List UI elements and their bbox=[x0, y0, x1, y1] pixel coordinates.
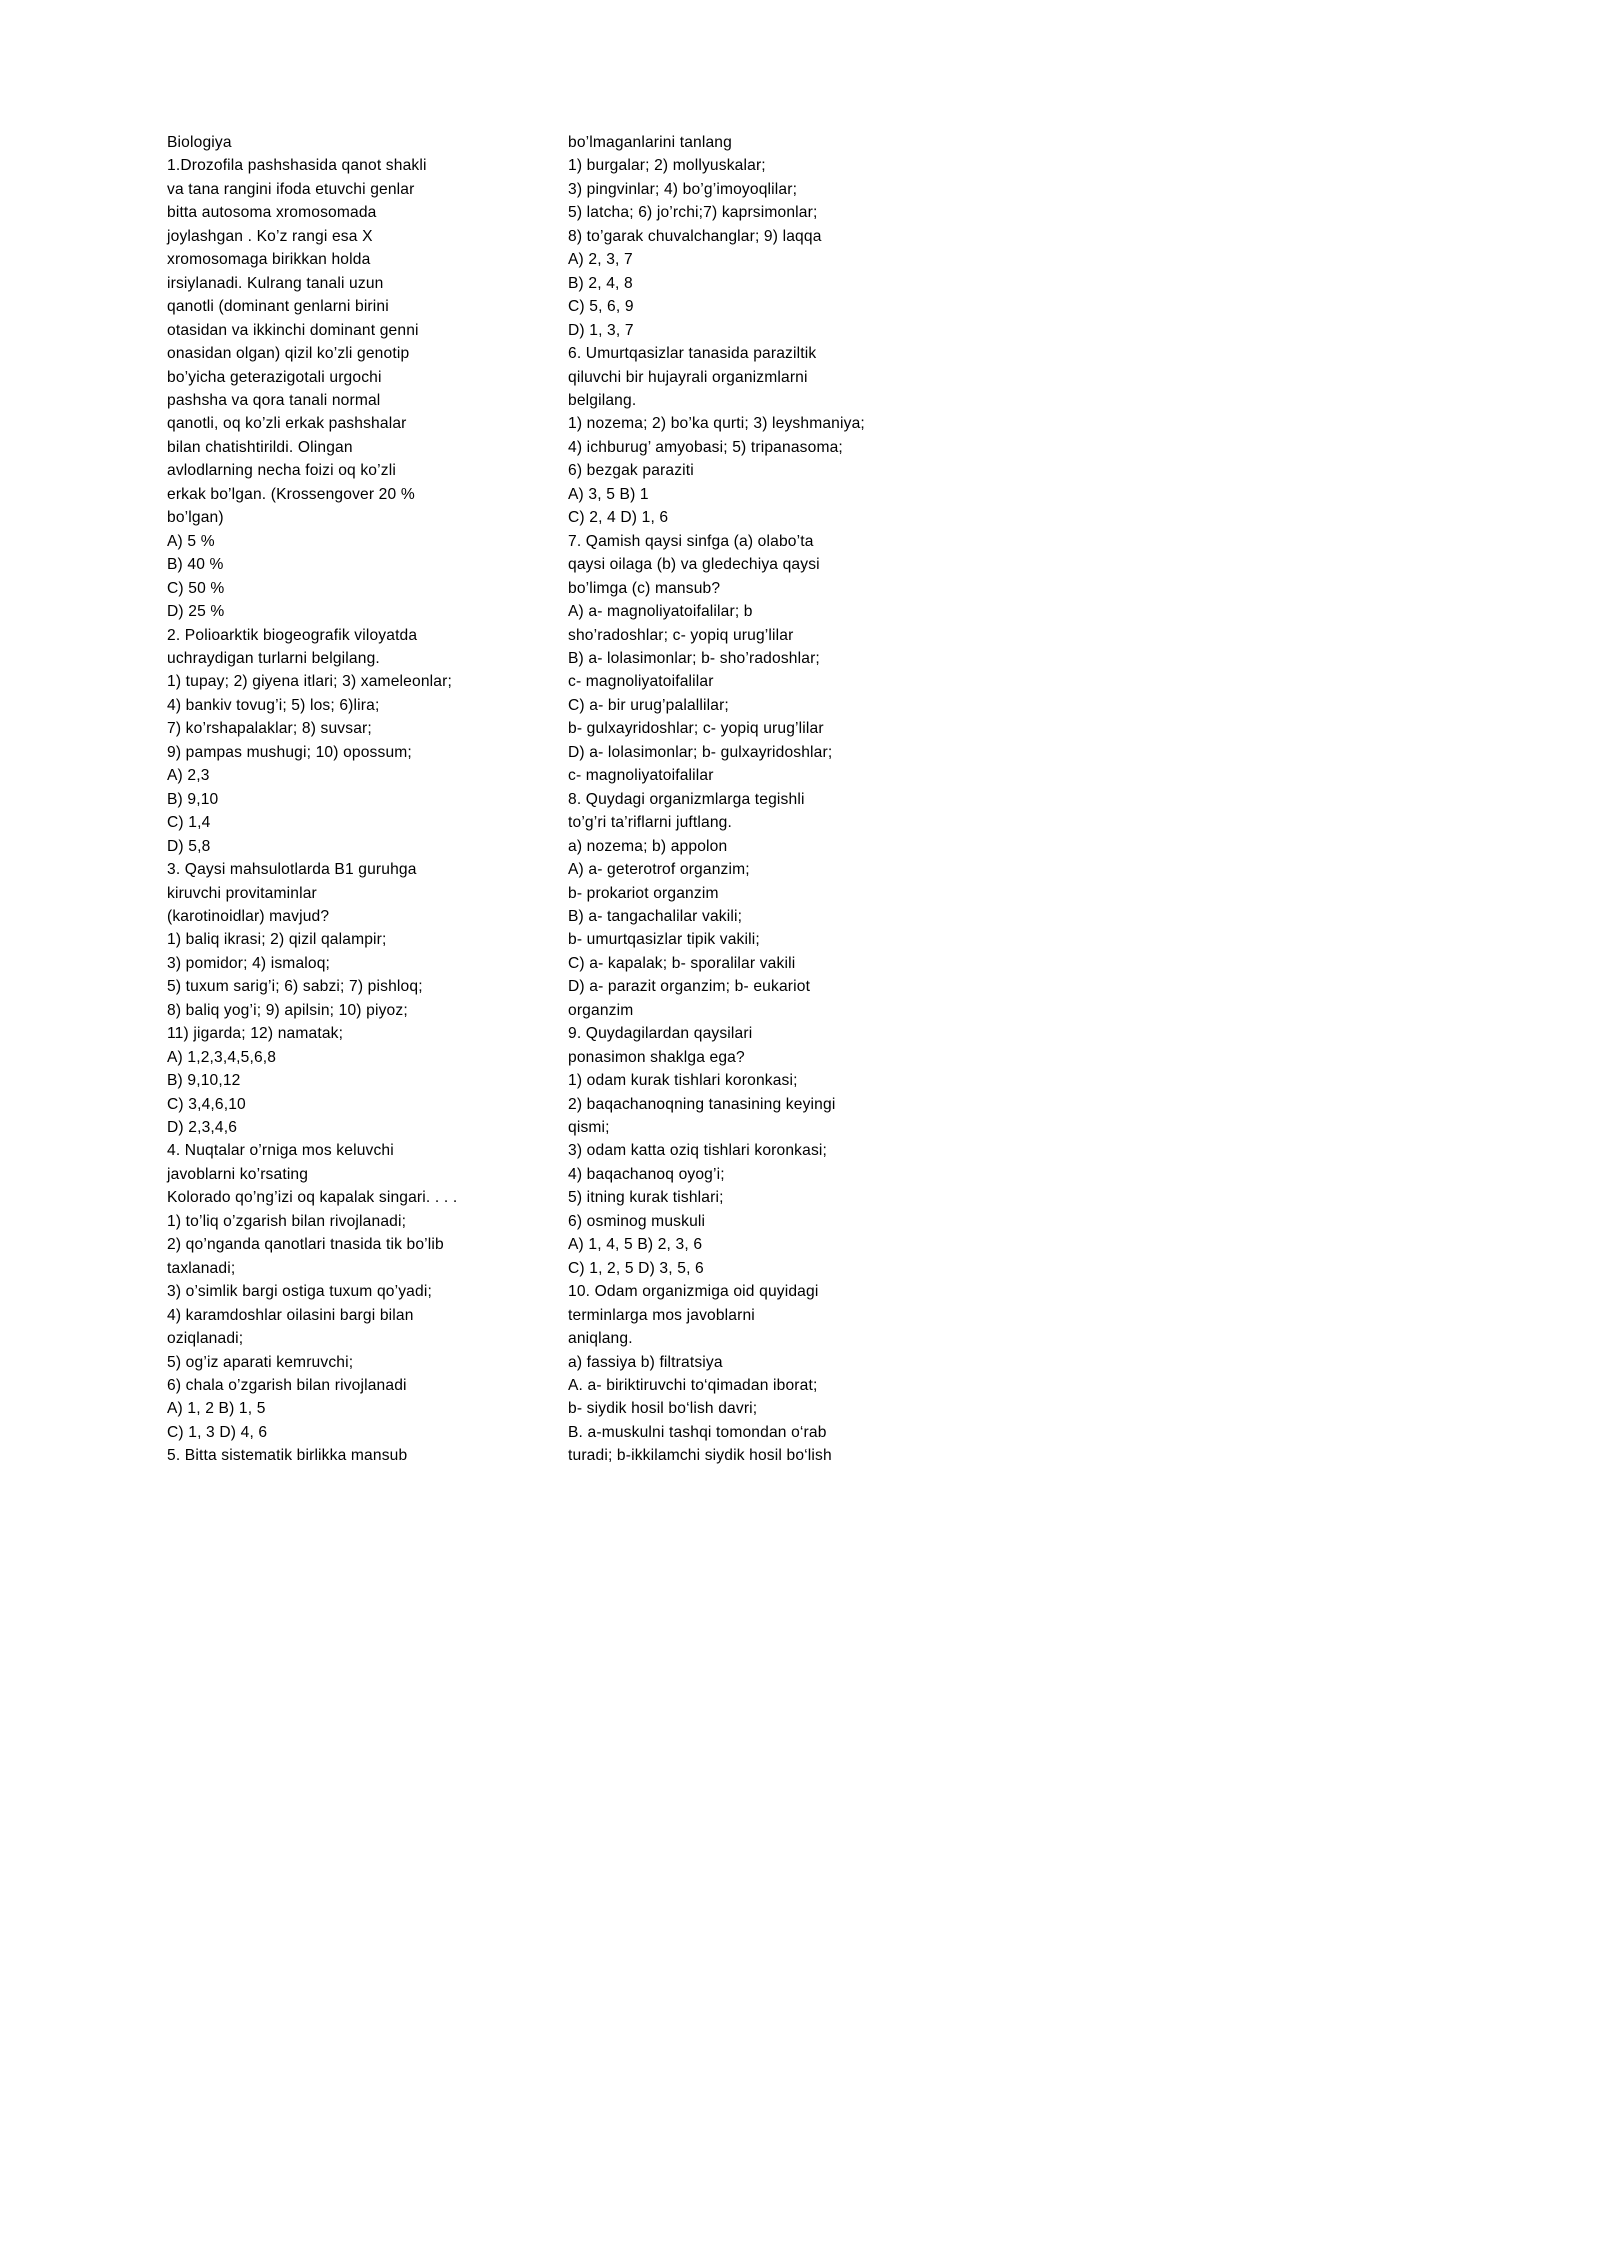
right-column-line: D) a- lolasimonlar; b- gulxayridoshlar; bbox=[568, 743, 833, 761]
left-column-line: qanotli (dominant genlarni birini bbox=[167, 298, 389, 316]
left-column-line: onasidan olgan) qizil ko’zli genotip bbox=[167, 345, 410, 363]
left-column-line: va tana rangini ifoda etuvchi genlar bbox=[167, 180, 415, 198]
left-column-line: 8) baliq yog’i; 9) apilsin; 10) piyoz; bbox=[167, 1001, 408, 1019]
left-column-line: bo’yicha geterazigotali urgochi bbox=[167, 368, 382, 386]
left-column-line: 2) qo’nganda qanotlari tnasida tik bo’lib bbox=[167, 1236, 444, 1254]
right-column-line: C) 5, 6, 9 bbox=[568, 298, 634, 316]
left-column-line: erkak bo’lgan. (Krossengover 20 % bbox=[167, 485, 415, 503]
left-column-line: (karotinoidlar) mavjud? bbox=[167, 907, 330, 925]
left-column-line: C) 50 % bbox=[167, 579, 225, 597]
left-column-line: B) 40 % bbox=[167, 556, 224, 574]
left-column-line: javoblarni ko’rsating bbox=[167, 1165, 309, 1183]
left-column-line: taxlanadi; bbox=[167, 1259, 236, 1277]
right-column-line: 4) ichburug’ amyobasi; 5) tripanasoma; bbox=[568, 438, 843, 456]
right-column-line: 9. Quydagilardan qaysilari bbox=[568, 1025, 753, 1043]
left-column-line: 1.Drozofila pashshasida qanot shakli bbox=[167, 157, 427, 175]
right-column-line: c- magnoliyatoifalilar bbox=[568, 767, 714, 785]
left-column-line: bitta autosoma xromosomada bbox=[167, 204, 377, 222]
left-column-line: uchraydigan turlarni belgilang. bbox=[167, 649, 380, 667]
right-column-line: 6. Umurtqasizlar tanasida paraziltik bbox=[568, 345, 817, 363]
right-column-line: B) 2, 4, 8 bbox=[568, 274, 633, 292]
left-column-line: 3) o’simlik bargi ostiga tuxum qo’yadi; bbox=[167, 1283, 432, 1301]
left-column-line: kiruvchi provitaminlar bbox=[167, 884, 317, 902]
left-column-line: oziqlanadi; bbox=[167, 1330, 244, 1348]
left-column-line: avlodlarning necha foizi oq ko’zli bbox=[167, 462, 396, 480]
left-column-line: A) 1, 2 B) 1, 5 bbox=[167, 1400, 266, 1418]
left-column-line: 1) baliq ikrasi; 2) qizil qalampir; bbox=[167, 931, 387, 949]
right-column-line: C) 1, 2, 5 D) 3, 5, 6 bbox=[568, 1259, 704, 1277]
left-column-line: A) 5 % bbox=[167, 532, 215, 550]
right-column-line: turadi; b-ikkilamchi siydik hosil bo‘lish bbox=[568, 1447, 832, 1465]
right-column-line: B. a-muskulni tashqi tomondan o‘rab bbox=[568, 1423, 827, 1441]
left-column-line: B) 9,10,12 bbox=[167, 1072, 241, 1090]
left-column-line: 4) karamdoshlar oilasini bargi bilan bbox=[167, 1306, 414, 1324]
left-column-line: D) 25 % bbox=[167, 603, 225, 621]
right-column-line: B) a- tangachalilar vakili; bbox=[568, 907, 743, 925]
left-column-line: bo’lgan) bbox=[167, 509, 224, 527]
right-column-line: qismi; bbox=[568, 1119, 610, 1137]
left-text-column bbox=[167, 131, 568, 1468]
left-column-line: pashsha va qora tanali normal bbox=[167, 391, 381, 409]
right-column-line: A. a- biriktiruvchi to‘qimadan iborat; bbox=[568, 1377, 818, 1395]
left-column-line: C) 3,4,6,10 bbox=[167, 1095, 246, 1113]
right-column-line: A) 3, 5 B) 1 bbox=[568, 485, 649, 503]
right-column-line: terminlarga mos javoblarni bbox=[568, 1306, 755, 1324]
right-column-line: qaysi oilaga (b) va gledechiya qaysi bbox=[568, 556, 820, 574]
right-column-line: C) 2, 4 D) 1, 6 bbox=[568, 509, 669, 527]
right-column-line: 10. Odam organizmiga oid quyidagi bbox=[568, 1283, 819, 1301]
left-column-line: joylashgan . Ko’z rangi esa X bbox=[167, 227, 373, 245]
right-column-line: to’g’ri ta’riflarni juftlang. bbox=[568, 814, 732, 832]
right-text-column bbox=[568, 131, 1048, 1468]
left-column-line: otasidan va ikkinchi dominant genni bbox=[167, 321, 419, 339]
right-column-line: 3) pingvinlar; 4) bo’g’imoyoqlilar; bbox=[568, 180, 798, 198]
right-column-line: sho’radoshlar; c- yopiq urug’lilar bbox=[568, 626, 794, 644]
right-column-line: 8. Quydagi organizmlarga tegishli bbox=[568, 790, 805, 808]
right-column-line: 5) itning kurak tishlari; bbox=[568, 1189, 724, 1207]
right-column-line: 8) to’garak chuvalchanglar; 9) laqqa bbox=[568, 227, 822, 245]
right-column-line: B) a- lolasimonlar; b- sho’radoshlar; bbox=[568, 649, 820, 667]
left-column-line: C) 1, 3 D) 4, 6 bbox=[167, 1423, 268, 1441]
left-column-line: 5) tuxum sarig’i; 6) sabzi; 7) pishloq; bbox=[167, 978, 423, 996]
left-column-line: 11) jigarda; 12) namatak; bbox=[167, 1025, 344, 1043]
right-column-line: C) a- bir urug’palallilar; bbox=[568, 696, 729, 714]
right-column-line: organzim bbox=[568, 1001, 634, 1019]
right-column-line: qiluvchi bir hujayrali organizmlarni bbox=[568, 368, 808, 386]
left-column-line: 4. Nuqtalar o’rniga mos keluvchi bbox=[167, 1142, 394, 1160]
left-column-line: 3) pomidor; 4) ismaloq; bbox=[167, 954, 331, 972]
right-column-line: belgilang. bbox=[568, 391, 637, 409]
right-column-line: 5) latcha; 6) jo’rchi;7) kaprsimonlar; bbox=[568, 204, 818, 222]
left-column-line: 1) tupay; 2) giyena itlari; 3) xameleonlar; bbox=[167, 673, 452, 691]
right-column-line: 4) baqachanoq oyog’i; bbox=[568, 1165, 725, 1183]
left-column-line: irsiylanadi. Kulrang tanali uzun bbox=[167, 274, 384, 292]
right-column-line: A) 1, 4, 5 B) 2, 3, 6 bbox=[568, 1236, 703, 1254]
two-column-layout bbox=[167, 131, 1437, 1468]
right-column-line: b- gulxayridoshlar; c- yopiq urug’lilar bbox=[568, 720, 824, 738]
right-column-line: 7. Qamish qaysi sinfga (a) olabo’ta bbox=[568, 532, 814, 550]
right-column-line: 2) baqachanoqning tanasining keyingi bbox=[568, 1095, 836, 1113]
left-column-line: 9) pampas mushugi; 10) opossum; bbox=[167, 743, 412, 761]
left-column-line: 3. Qaysi mahsulotlarda B1 guruhga bbox=[167, 861, 417, 879]
right-column-line: 6) bezgak paraziti bbox=[568, 462, 694, 480]
right-column-line: aniqlang. bbox=[568, 1330, 633, 1348]
left-column-line: 7) ko’rshapalaklar; 8) suvsar; bbox=[167, 720, 372, 738]
left-column-line: 5) og’iz aparati kemruvchi; bbox=[167, 1353, 354, 1371]
left-column-line: xromosomaga birikkan holda bbox=[167, 251, 371, 269]
left-column-line: A) 2,3 bbox=[167, 767, 210, 785]
right-column-line: 1) odam kurak tishlari koronkasi; bbox=[568, 1072, 798, 1090]
left-column-line: B) 9,10 bbox=[167, 790, 219, 808]
left-column-line: 2. Polioarktik biogeografik viloyatda bbox=[167, 626, 418, 644]
right-column-line: a) nozema; b) appolon bbox=[568, 837, 728, 855]
left-column-line: Kolorado qo’ng’izi oq kapalak singari. . . . bbox=[167, 1189, 458, 1207]
right-column-line: bo’limga (c) mansub? bbox=[568, 579, 721, 597]
right-column-line: a) fassiya b) filtratsiya bbox=[568, 1353, 723, 1371]
right-column-line: D) 1, 3, 7 bbox=[568, 321, 634, 339]
right-column-line: C) a- kapalak; b- sporalilar vakili bbox=[568, 954, 796, 972]
right-column-line: 1) burgalar; 2) mollyuskalar; bbox=[568, 157, 766, 175]
left-column-line: A) 1,2,3,4,5,6,8 bbox=[167, 1048, 277, 1066]
right-column-line: b- prokariot organzim bbox=[568, 884, 719, 902]
right-column-line: A) 2, 3, 7 bbox=[568, 251, 633, 269]
right-column-line: b- siydik hosil bo‘lish davri; bbox=[568, 1400, 758, 1418]
right-column-line: ponasimon shaklga ega? bbox=[568, 1048, 745, 1066]
left-column-line: Biologiya bbox=[167, 134, 232, 151]
right-column-line: A) a- magnoliyatoifalilar; b bbox=[568, 603, 753, 621]
right-column-line: b- umurtqasizlar tipik vakili; bbox=[568, 931, 760, 949]
left-column-line: D) 5,8 bbox=[167, 837, 211, 855]
right-column-line: 6) osminog muskuli bbox=[568, 1212, 706, 1230]
left-column-line: bilan chatishtirildi. Olingan bbox=[167, 438, 353, 456]
right-column-line: bo’lmaganlarini tanlang bbox=[568, 134, 732, 151]
right-column-line: c- magnoliyatoifalilar bbox=[568, 673, 714, 691]
right-column-line: D) a- parazit organzim; b- eukariot bbox=[568, 978, 811, 996]
left-column-line: 5. Bitta sistematik birlikka mansub bbox=[167, 1447, 408, 1465]
left-column-line: 6) chala o’zgarish bilan rivojlanadi bbox=[167, 1377, 407, 1395]
right-column-line: 1) nozema; 2) bo’ka qurti; 3) leyshmaniya; bbox=[568, 415, 865, 433]
right-column-line: A) a- geterotrof organzim; bbox=[568, 861, 750, 879]
left-column-line: qanotli, oq ko’zli erkak pashshalar bbox=[167, 415, 407, 433]
left-column-line: 4) bankiv tovug’i; 5) los; 6)lira; bbox=[167, 696, 380, 714]
left-column-line: C) 1,4 bbox=[167, 814, 211, 832]
right-column-line: 3) odam katta oziq tishlari koronkasi; bbox=[568, 1142, 828, 1160]
left-column-line: D) 2,3,4,6 bbox=[167, 1119, 238, 1137]
left-column-line: 1) to’liq o’zgarish bilan rivojlanadi; bbox=[167, 1212, 407, 1230]
